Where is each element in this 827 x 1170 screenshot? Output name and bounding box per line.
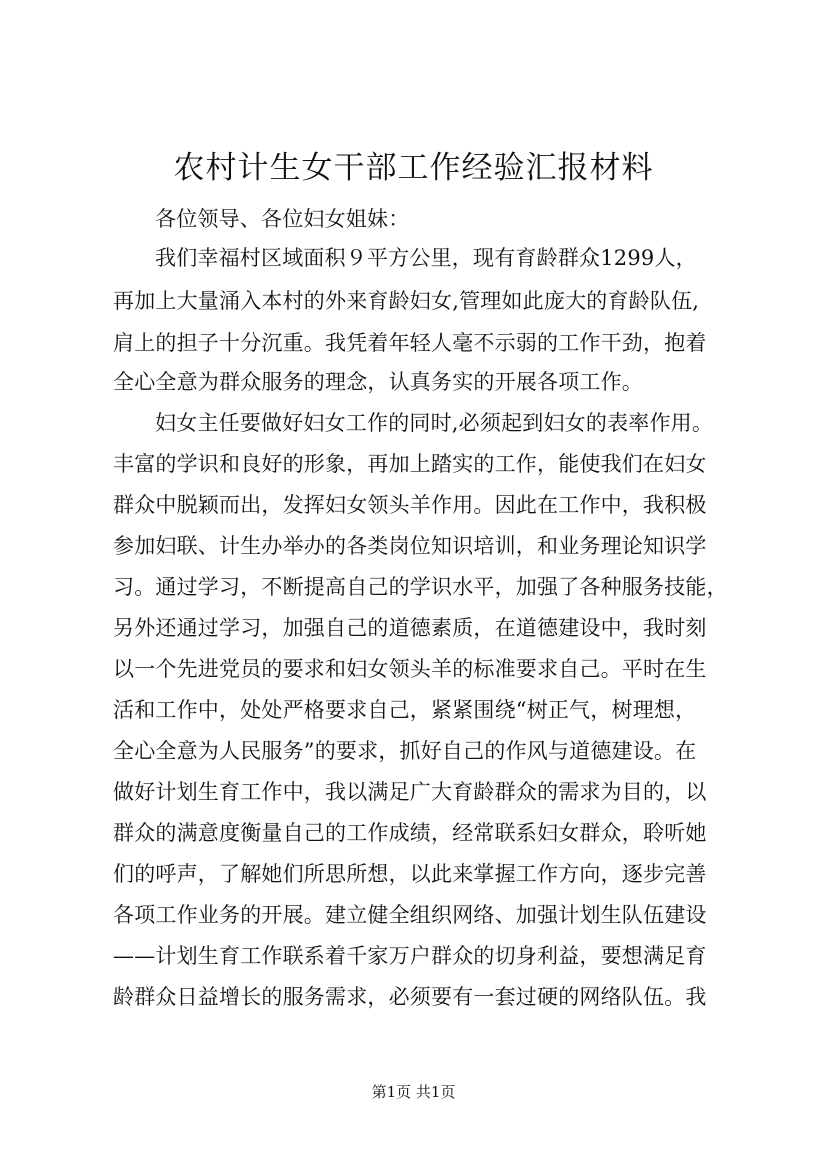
body-line: 再加上大量涌入本村的外来育龄妇女,管理如此庞大的育龄队伍,	[113, 289, 700, 313]
page-number-footer: 第1页 共1页	[371, 1083, 456, 1101]
body-line: 以一个先进党员的要求和妇女领头羊的标准要求自己。平时在生	[113, 657, 707, 681]
document-title: 农村计生女干部工作经验汇报材料	[173, 150, 654, 186]
body-line: 全心全意为人民服务”的要求，抓好自己的作风与道德建设。在	[113, 739, 697, 763]
body-line: 做好计划生育工作中，我以满足广大育龄群众的需求为目的，以	[113, 780, 707, 804]
body-line: 我们幸福村区域面积９平方公里，现有育龄群众1299人，	[155, 246, 697, 270]
body-line: 参加妇联、计生办举办的各类岗位知识培训，和业务理论知识学	[113, 534, 707, 558]
body-line: 丰富的学识和良好的形象，再加上踏实的工作，能使我们在妇女	[113, 452, 707, 476]
body-line: 活和工作中，处处严格要求自己，紧紧围绕“树正气，树理想，	[113, 698, 697, 722]
body-line: 习。通过学习，不断提高自己的学识水平，加强了各种服务技能，	[113, 575, 728, 599]
body-line: 各项工作业务的开展。建立健全组织网络、加强计划生队伍建设	[113, 903, 707, 927]
body-line: 龄群众日益增长的服务需求，必须要有一套过硬的网络队伍。我	[113, 985, 707, 1009]
body-line: 群众的满意度衡量自己的工作成绩，经常联系妇女群众，聆听她	[113, 821, 707, 845]
body-line: ——计划生育工作联系着千家万户群众的切身利益，要想满足育	[113, 944, 707, 968]
body-line: 肩上的担子十分沉重。我凭着年轻人毫不示弱的工作干劲，抱着	[113, 331, 707, 355]
salutation-line: 各位领导、各位妇女姐妹：	[155, 207, 410, 231]
body-line: 妇女主任要做好妇女工作的同时,必须起到妇女的表率作用。	[155, 411, 714, 435]
body-line: 们的呼声，了解她们所思所想，以此来掌握工作方向，逐步完善	[113, 862, 707, 886]
body-line: 全心全意为群众服务的理念，认真务实的开展各项工作。	[113, 370, 643, 394]
body-line: 另外还通过学习，加强自己的道德素质，在道德建设中，我时刻	[113, 616, 707, 640]
body-line: 群众中脱颖而出，发挥妇女领头羊作用。因此在工作中，我积极	[113, 493, 707, 517]
